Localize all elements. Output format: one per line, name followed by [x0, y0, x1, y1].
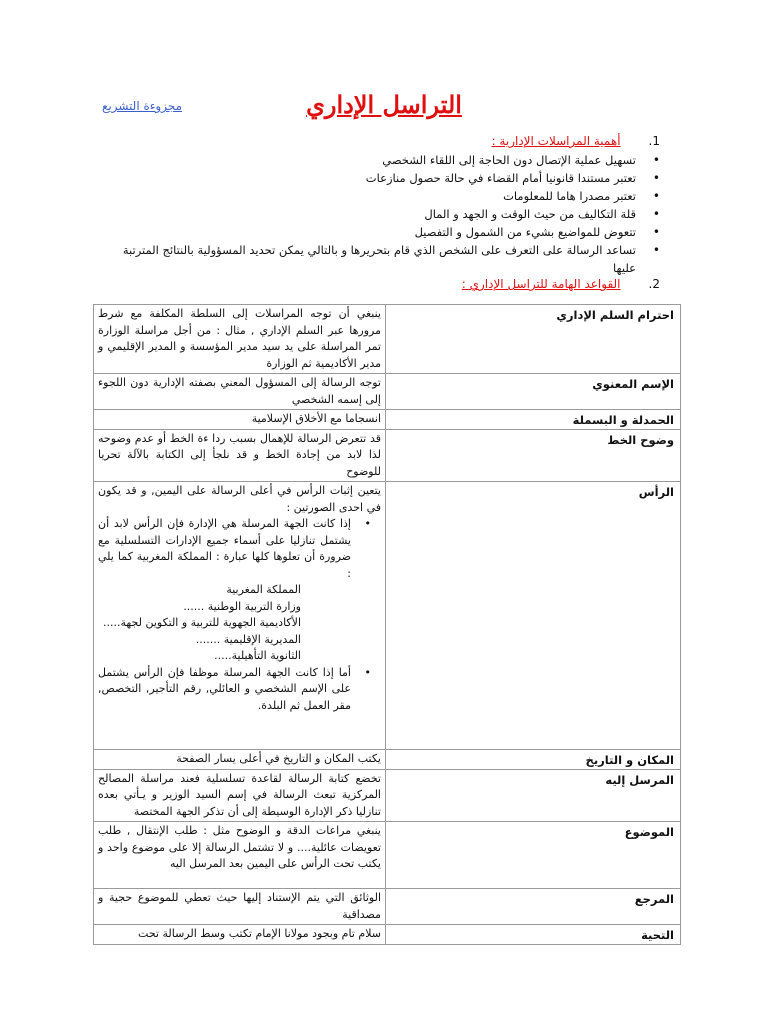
- head-cases: [98, 516, 381, 714]
- section-title: القواعد الهامة للتراسل الإداري :: [461, 277, 621, 291]
- table-row: [94, 410, 681, 430]
- table-row: [94, 822, 681, 889]
- rule-description: تخضع كتابة الرسالة لقاعدة تسلسلية فعند مراسلة المصالح المركزية تبعث الرسالة في إسم السيد الوزير و يـأتي بعده تنازليا ذكر الإدارة الوسيطة إلى أن تذكر الجهة المختصة: [94, 769, 386, 822]
- rule-term: التحية: [386, 925, 681, 945]
- rule-description: قد تتعرض الرسالة للإهمال بسبب ردا ءة الخط أو عدم وضوحه لذا لابد من إجادة الخط و قد نلجأ إلى الكتابة بالآلة تحريا للوضوح: [94, 429, 386, 482]
- list-item: • تتعوض للمواضيع بشيء من الشمول و التفصيل: [103, 223, 668, 241]
- rule-term: وضوح الخط: [386, 429, 681, 482]
- table-row: [94, 889, 681, 925]
- rule-term: المكان و التاريخ: [386, 750, 681, 770]
- rule-description: توجه الرسالة إلى المسؤول المعني بصفته الإدارية دون اللجوء إلى إسمه الشخصي: [94, 374, 386, 410]
- rule-description: الوثائق التي يتم الإستناد إليها حيث تعطي للموضوع حجية و مصداقية: [94, 889, 386, 925]
- rule-term: المرسل إليه: [386, 769, 681, 822]
- page-title: التراسل الإداري: [306, 90, 462, 119]
- list-item: • أما إذا كانت الجهة المرسلة موظفا فإن الرأس يشتمل على الإسم الشخصي و العائلي, رقم التأجير, التخصص, مقر العمل ثم البلدة.: [98, 665, 381, 715]
- importance-list: [103, 151, 668, 277]
- table-row: [94, 429, 681, 482]
- table-row: [94, 925, 681, 945]
- header-line: الثانوية التأهيلية.....: [214, 649, 301, 662]
- list-item: [98, 516, 381, 665]
- list-item: • تعتبر مستندا قانونيا أمام القضاء في حالة حصول منازعات: [103, 169, 668, 187]
- header-line: الأكاديمية الجهوية للتربية و التكوين لجهة.....: [103, 616, 301, 629]
- table-row: [94, 305, 681, 374]
- rule-description: سلام تام وبجود مولانا الإمام تكتب وسط الرسالة تحت: [94, 925, 386, 945]
- header-line: المملكة المغربية: [226, 583, 301, 596]
- module-link[interactable]: مجزوءة التشريع: [102, 99, 182, 113]
- header-line: المديرية الإقليمية .......: [195, 632, 301, 646]
- head-intro: يتعين إثبات الرأس في أعلى الرسالة على اليمين, و قد يكون في احدى الصورتين :: [98, 484, 381, 514]
- list-item: • تسهيل عملية الإتصال دون الحاجة إلى اللقاء الشخصي: [103, 151, 668, 169]
- section-number: 2.: [648, 277, 660, 291]
- section-heading-importance: [492, 134, 660, 148]
- rule-description: انسجاما مع الأخلاق الإسلامية: [94, 410, 386, 430]
- section-number: 1.: [648, 134, 660, 148]
- rule-term: احترام السلم الإداري: [386, 305, 681, 374]
- rule-term: الرأس: [386, 482, 681, 750]
- rule-description: يكتب المكان و التاريخ في أعلى يسار الصفحة: [94, 750, 386, 770]
- rule-term: الإسم المعنوي: [386, 374, 681, 410]
- rule-description: ينبغي أن توجه المراسلات إلى السلطة المكلفة مع شرط مرورها عبر السلم الإداري , مثال : من أجل مراسلة الوزارة تمر المراسلة على يد سيد مدير المؤسسة و المدير الإقليمي و مدير الأكاديمية ثم الوزارة: [94, 305, 386, 374]
- section-heading-rules: [462, 277, 660, 291]
- list-item: • قلة التكاليف من حيث الوقت و الجهد و المال: [103, 205, 668, 223]
- header-line: وزارة التربية الوطنية ......: [183, 599, 301, 613]
- list-item: • تعتبر مصدرا هاما للمعلومات: [103, 187, 668, 205]
- table-row: [94, 374, 681, 410]
- rule-description: [94, 482, 386, 750]
- table-row: [94, 750, 681, 770]
- header-lines: [98, 582, 351, 665]
- rule-term: المرجع: [386, 889, 681, 925]
- rule-description: ينبغي مراعات الدقة و الوضوح مثل : طلب الإنتقال , طلب تعويضات عائلية.... و لا تشتمل الرسالة إلا على موضوع واحد و يكتب تحت الرأس على اليمين بعد المرسل اليه: [94, 822, 386, 889]
- rule-term: الحمدلة و البسملة: [386, 410, 681, 430]
- rule-term: الموضوع: [386, 822, 681, 889]
- case-text: إذا كانت الجهة المرسلة هي الإدارة فإن الرأس لابد أن يشتمل تنازليا على أسماء جميع الإدارات التسلسلية مع ضرورة أن تعلوها كلها عبارة : المملكة المغربية كما يلي :: [98, 517, 351, 580]
- table-row: [94, 482, 681, 750]
- section-title: أهمية المراسلات الإدارية :: [491, 134, 621, 148]
- list-item: • تساعد الرسالة على التعرف على الشخص الذي قام بتحريرها و بالتالي يمكن تحديد المسؤولية بالنتائج المترتبة عليها: [103, 241, 668, 277]
- rules-table: [93, 304, 681, 945]
- table-row: [94, 769, 681, 822]
